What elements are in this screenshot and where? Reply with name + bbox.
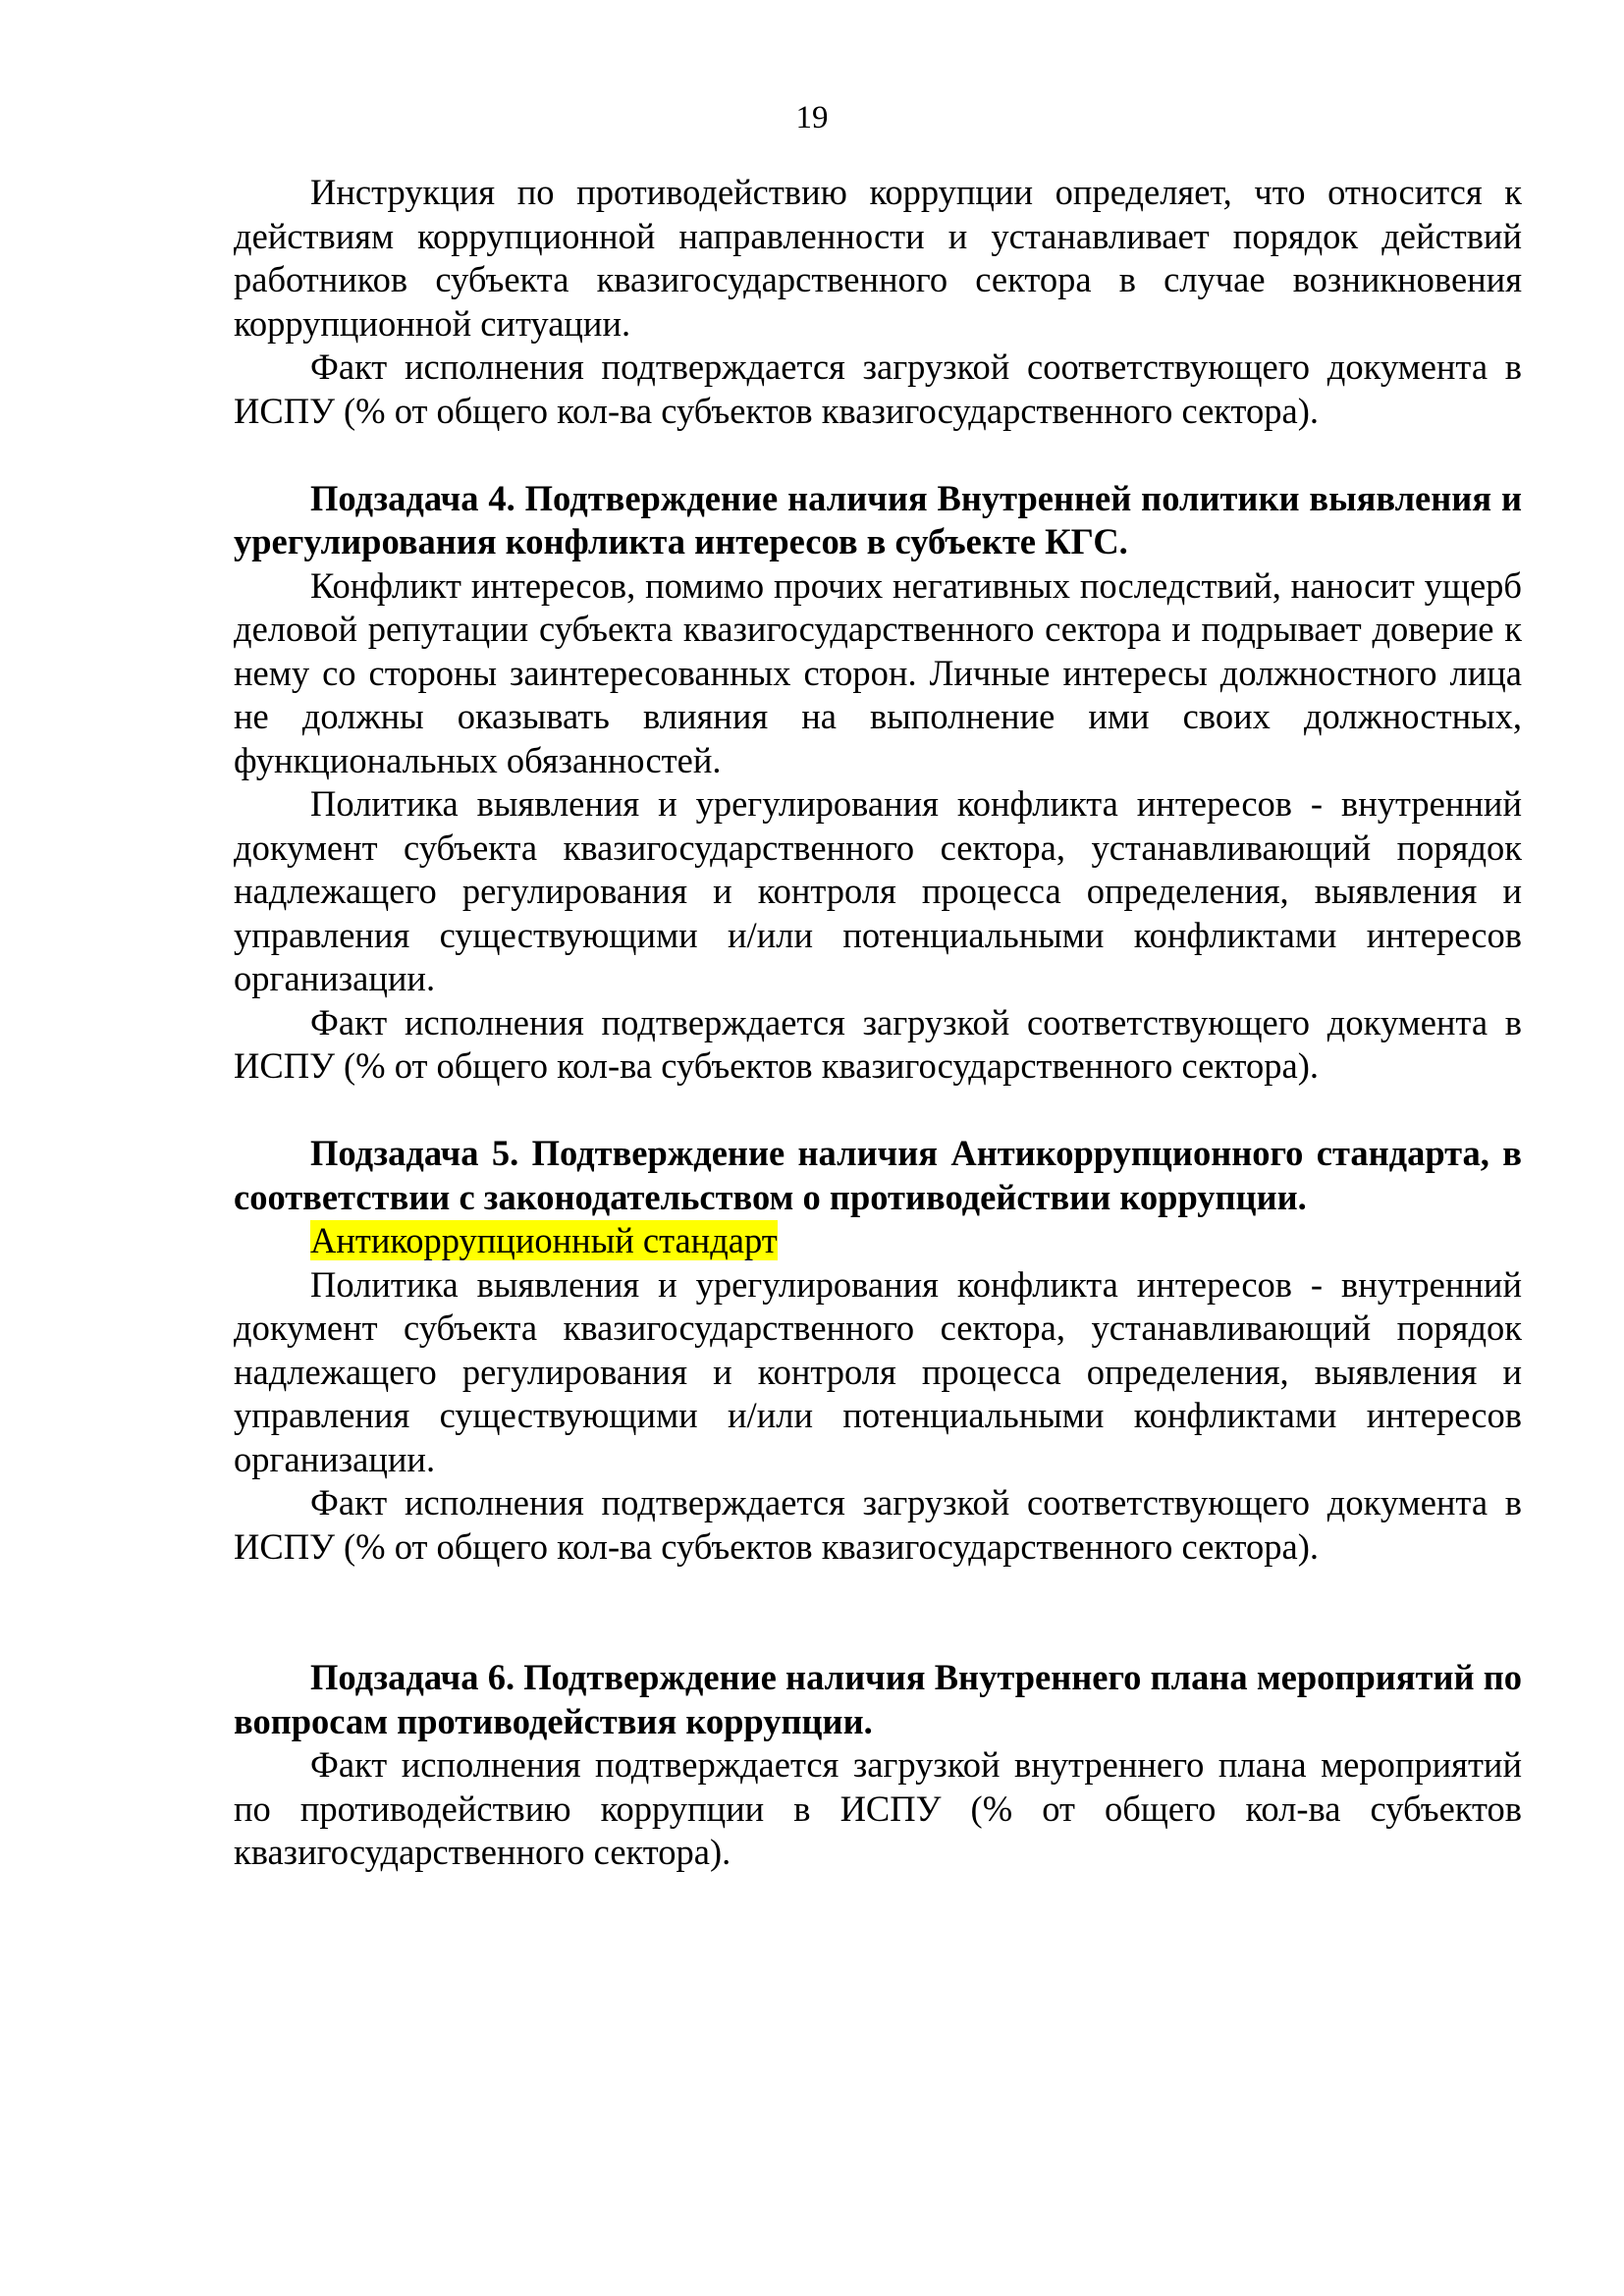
highlighted-text: Антикоррупционный стандарт [310, 1220, 778, 1260]
section-spacer [234, 1089, 1522, 1133]
subtask-6-heading: Подзадача 6. Подтверждение наличия Внутреннего плана мероприятий по вопросам противодействия коррупции. [234, 1657, 1522, 1741]
subtask-6-fact-paragraph: Факт исполнения подтверждается загрузкой внутреннего плана мероприятий по противодействию коррупции в ИСПУ (% от общего кол-ва субъектов квазигосударственного сектора). [234, 1744, 1522, 1872]
document-body [234, 171, 1522, 1875]
subtask-5-heading: Подзадача 5. Подтверждение наличия Антикоррупционного стандарта, в соответствии с законодательством о противодействии коррупции. [234, 1133, 1522, 1217]
subtask-4-heading: Подзадача 4. Подтверждение наличия Внутренней политики выявления и урегулирования конфликта интересов в субъекте КГС. [234, 477, 1522, 561]
subtask-5-fact-paragraph: Факт исполнения подтверждается загрузкой соответствующего документа в ИСПУ (% от общего кол-ва субъектов квазигосударственного сектора). [234, 1482, 1522, 1567]
subtask-4-paragraph-2: Политика выявления и урегулирования конфликта интересов - внутренний документ субъекта квазигосударственного сектора, устанавливающий порядок надлежащего регулирования и контроля процесса определения, выявления и управления существующими и/или потенциальными конфликтами интересов организации. [234, 783, 1522, 998]
subtask-4-paragraph-1: Конфликт интересов, помимо прочих негативных последствий, наносит ущерб деловой репутации субъекта квазигосударственного сектора и подрывает доверие к нему со стороны заинтересованных сторон. Личные интересы должностного лица не должны оказывать влияния на выполнение ими своих должностных, функциональных обязанностей. [234, 564, 1522, 780]
intro-paragraph: Инструкция по противодействию коррупции определяет, что относится к действиям коррупционной направленности и устанавливает порядок действий работников субъекта квазигосударственного сектора в случае возникновения коррупционной ситуации. [234, 172, 1522, 344]
subtask-4-fact-paragraph: Факт исполнения подтверждается загрузкой соответствующего документа в ИСПУ (% от общего кол-ва субъектов квазигосударственного сектора). [234, 1001, 1522, 1086]
section-spacer [234, 433, 1522, 477]
page-number: 19 [795, 100, 829, 135]
intro-fact-paragraph: Факт исполнения подтверждается загрузкой соответствующего документа в ИСПУ (% от общего кол-ва субъектов квазигосударственного сектора). [234, 347, 1522, 431]
subtask-5-paragraph-1: Политика выявления и урегулирования конфликта интересов - внутренний документ субъекта квазигосударственного сектора, устанавливающий порядок надлежащего регулирования и контроля процесса определения, выявления и управления существующими и/или потенциальными конфликтами интересов организации. [234, 1263, 1522, 1479]
section-spacer [234, 1569, 1522, 1656]
subtask-5-highlight-paragraph [234, 1219, 1522, 1263]
